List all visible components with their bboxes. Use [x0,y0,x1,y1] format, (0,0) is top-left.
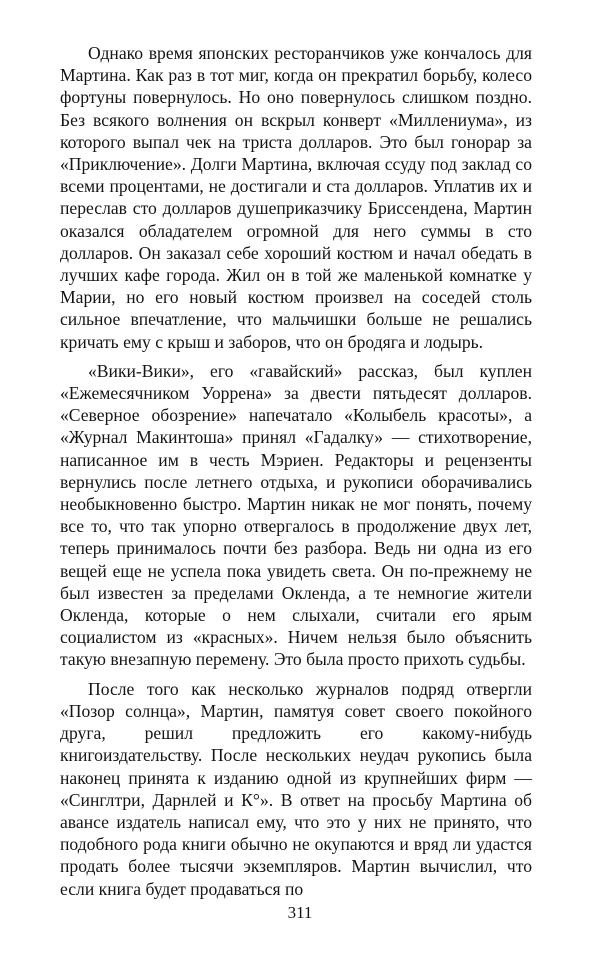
paragraph-3: После того как несколько журналов подряд отвергли «Позор солнца», Мартин, памятуя совет своего покойного друга, решил предложить его какому-нибудь книгоиздательству. После нескольких неудач рукопись была наконец принята к изданию одной из крупнейших фирм — «Синглтри, Дарнлей и К°». В ответ на просьбу Мартина об авансе издатель написал ему, что это у них не принято, что подобного рода книги обычно не окупаются и вряд ли удастся продать более тысячи экземпляров. Мартин вычислил, что если книга будет продаваться по [60,678,532,899]
paragraph-1: Однако время японских ресторанчиков уже кончалось для Мартина. Как раз в тот миг, когда он прекратил борьбу, колесо фортуны повернулось. Но оно повернулось слишком поздно. Без всякого волнения он вскрыл конверт «Миллениума», из которого выпал чек на триста долларов. Это был гонорар за «Приключение». Долги Мартина, включая ссуду под заклад со всеми процентами, не достигали и ста долларов. Уплатив их и переслав сто долларов душеприказчику Бриссендена, Мартин оказался обладателем огромной для него суммы в сто долларов. Он заказал себе хороший костюм и начал обедать в лучших кафе города. Жил он в той же маленькой комнатке у Марии, но его новый костюм произвел на соседей столь сильное впечатление, что мальчишки больше не решались кричать ему с крыш и заборов, что он бродяга и лодырь. [60,43,532,352]
paragraph-2: «Вики-Вики», его «гавайский» рассказ, был куплен «Ежемесячником Уоррена» за двести пятьдесят долларов. «Северное обозрение» напечатало «Колыбель красоты», а «Журнал Макинтоша» принял «Гадалку» — стихотворение, написанное им в честь Мэриен. Редакторы и рецензенты вернулись после летнего отдыха, и рукописи оборачивались необыкновенно быстро. Мартин никак не мог понять, почему все то, что так упорно отвергалось в продолжение двух лет, теперь принималось почти без разбора. Ведь ни одна из его вещей еще не успела пока увидеть света. Он по-прежнему не был известен за пределами Окленда, а те немногие жители Окленда, которые о нем слыхали, считали его ярым социалистом из «красных». Ничем нельзя было объяснить такую внезапную перемену. Это была просто прихоть судьбы. [60,360,532,670]
page-number: 311 [287,903,313,922]
page-body [60,42,532,900]
